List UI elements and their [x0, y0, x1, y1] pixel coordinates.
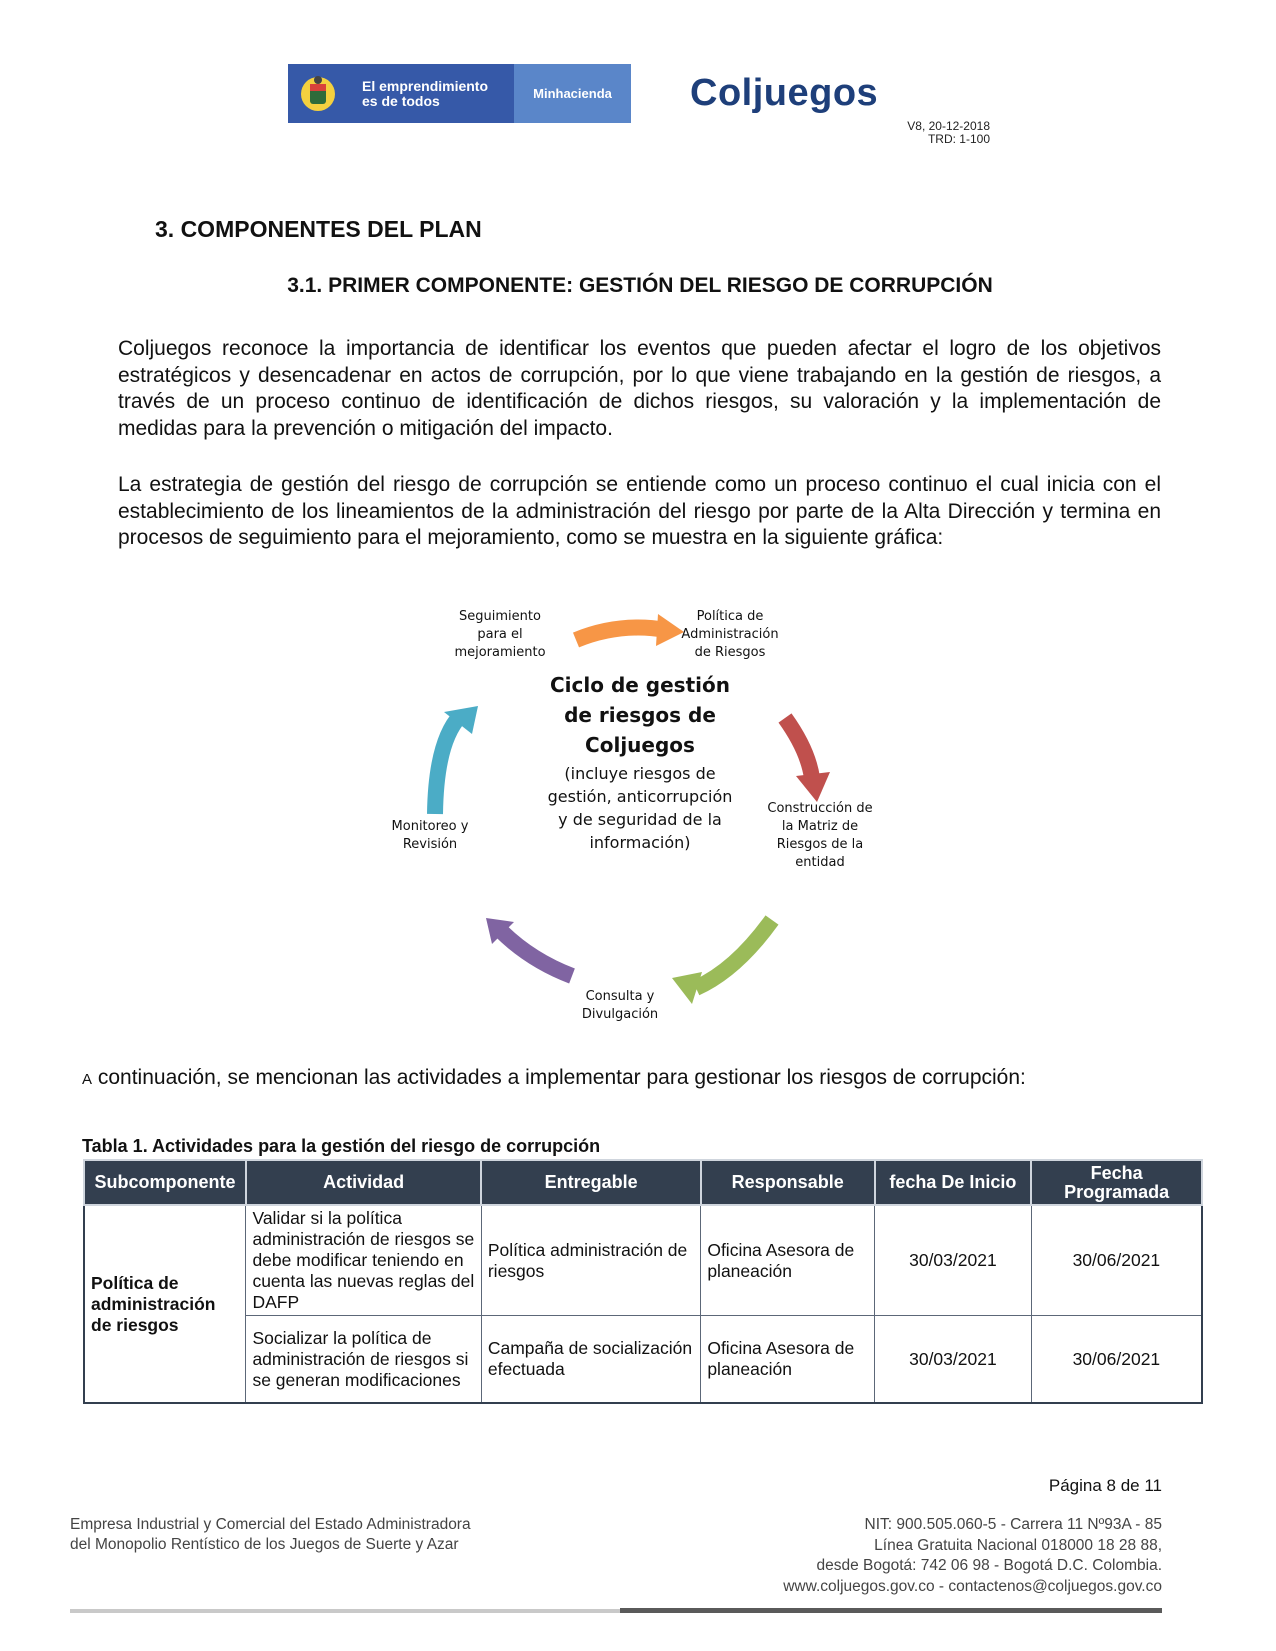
step-seguimiento-line3: mejoramiento — [454, 645, 546, 660]
footer-divider-dark — [620, 1608, 1162, 1613]
footer-company-line1: Empresa Industrial y Comercial del Estado Administradora — [70, 1516, 471, 1533]
coat-of-arms-icon — [298, 72, 338, 116]
government-slogan: El emprendimiento es de todos — [362, 77, 489, 109]
header-subcomponente: Subcomponente — [84, 1160, 246, 1205]
footer-contact-line4[interactable]: www.coljuegos.gov.co - contactenos@coljuegos.gov.co — [783, 1577, 1162, 1595]
actividad-cell: Validar si la política administración de riesgos se debe modificar teniendo en cuenta las nuevas reglas del DAFP — [246, 1205, 481, 1316]
footer-contact — [700, 1515, 1162, 1597]
responsable-cell: Oficina Asesora de planeación — [701, 1316, 875, 1404]
footer-contact-line2: Línea Gratuita Nacional 018000 18 28 88, — [874, 1536, 1162, 1554]
step-construccion-line4: entidad — [795, 855, 845, 870]
footer-contact-line3: desde Bogotá: 742 06 98 - Bogotá D.C. Colombia. — [816, 1557, 1162, 1574]
header-fecha-inicio: fecha De Inicio — [875, 1160, 1032, 1205]
footer-contact-line1: NIT: 900.505.060-5 - Carrera 11 Nº93A - 85 — [864, 1516, 1162, 1533]
cycle-arrow-green — [696, 920, 772, 988]
cycle-arrow-blue — [435, 716, 460, 814]
coljuegos-logo: Coljuegos — [690, 72, 879, 114]
step-politica-line1: Política de — [696, 609, 764, 624]
cycle-center-title — [510, 670, 770, 760]
table-intro-text — [82, 1066, 1026, 1090]
step-construccion-line3: Riesgos de la — [776, 837, 864, 852]
cycle-sub-line1: (incluye riesgos de — [564, 764, 716, 783]
cycle-sub-line3: y de seguridad de la — [558, 810, 722, 829]
entregable-cell: Política administración de riesgos — [481, 1205, 700, 1316]
step-politica — [660, 608, 800, 662]
version-line: V8, 20-12-2018 — [907, 119, 990, 133]
subcomponent-cell: Política de administración de riesgos — [84, 1205, 246, 1403]
header-fecha-programada: Fecha Programada — [1031, 1160, 1202, 1205]
step-monitoreo-line1: Monitoreo y — [391, 819, 469, 834]
section-title: 3. COMPONENTES DEL PLAN — [155, 216, 482, 242]
cycle-title-line2: de riesgos de — [564, 703, 716, 727]
cycle-center-subtitle — [495, 762, 785, 854]
footer-company — [70, 1515, 471, 1555]
fecha-inicio-cell: 30/03/2021 — [875, 1316, 1032, 1404]
fecha-programada-cell: 30/06/2021 — [1031, 1316, 1202, 1404]
cycle-title-line1: Ciclo de gestión — [550, 673, 730, 697]
cycle-arrow-purple — [500, 930, 572, 976]
document-version — [880, 120, 990, 146]
government-logo-banner — [288, 64, 631, 123]
step-monitoreo — [380, 818, 480, 854]
step-consulta-line2: Divulgación — [581, 1007, 659, 1022]
cycle-sub-line2: gestión, anticorrupción — [547, 787, 733, 806]
header-entregable: Entregable — [481, 1160, 700, 1205]
risk-cycle-diagram — [380, 600, 900, 1030]
step-politica-line3: de Riesgos — [694, 645, 766, 660]
table-row — [84, 1316, 1202, 1404]
activities-table — [83, 1159, 1203, 1404]
step-construccion-line2: la Matriz de — [781, 819, 859, 834]
cycle-arrowhead-red — [796, 772, 830, 802]
table-caption: Tabla 1. Actividades para la gestión del riesgo de corrupción — [82, 1136, 601, 1156]
step-consulta — [560, 988, 680, 1024]
table-row — [84, 1205, 1202, 1316]
fecha-programada-cell: 30/06/2021 — [1031, 1205, 1202, 1316]
page-number: Página 8 de 11 — [1048, 1476, 1162, 1495]
table-intro-first-letter: A — [82, 1071, 93, 1088]
trd-line: TRD: 1-100 — [927, 132, 990, 146]
step-monitoreo-line2: Revisión — [402, 837, 458, 852]
responsable-cell: Oficina Asesora de planeación — [701, 1205, 875, 1316]
step-seguimiento — [440, 608, 560, 662]
cycle-arrow-orange — [576, 628, 666, 640]
subsection-title: 3.1. PRIMER COMPONENTE: GESTIÓN DEL RIESGO DE CORRUPCIÓN — [287, 274, 993, 297]
government-logo-left — [288, 64, 514, 123]
table-intro-rest: continuación, se mencionan las actividades a implementar para gestionar los riesgos de corrupción: — [92, 1066, 1026, 1089]
cycle-sub-line4: información) — [589, 833, 691, 852]
fecha-inicio-cell: 30/03/2021 — [875, 1205, 1032, 1316]
table-header-row — [84, 1160, 1202, 1205]
step-politica-line2: Administración — [681, 627, 779, 642]
actividad-cell: Socializar la política de administración de riesgos si se generan modificaciones — [246, 1316, 481, 1404]
cycle-title-line3: Coljuegos — [585, 733, 695, 757]
header-actividad: Actividad — [246, 1160, 481, 1205]
step-seguimiento-line1: Seguimiento — [459, 609, 541, 624]
footer-company-line2: del Monopolio Rentístico de los Juegos de Suerte y Azar — [70, 1536, 459, 1553]
paragraph-1: Coljuegos reconoce la importancia de identificar los eventos que pueden afectar el logro de los objetivos estratégicos y desencadenar en actos de corrupción, por lo que viene trabajando en la gestión de riesgos, a través de un proceso continuo de identificación de dichos riesgos, su valoración y la implementación de medidas para la prevención o mitigación del impacto. — [118, 337, 1161, 440]
entregable-cell: Campaña de socialización efectuada — [481, 1316, 700, 1404]
step-consulta-line1: Consulta y — [585, 989, 655, 1004]
paragraph-2: La estrategia de gestión del riesgo de corrupción se entiende como un proceso continuo el cual inicia con el establecimiento de los lineamientos de la administración del riesgo por parte de la Alta Dirección y termina en procesos de seguimiento para el mejoramiento, como se muestra en la siguiente gráfica: — [118, 473, 1161, 549]
header-responsable: Responsable — [701, 1160, 875, 1205]
cycle-arrow-red — [785, 718, 812, 778]
step-seguimiento-line2: para el — [477, 627, 523, 642]
footer-divider-light — [70, 1609, 620, 1613]
step-construccion-line1: Construcción de — [767, 801, 873, 816]
minhacienda-label: Minhacienda — [514, 64, 631, 123]
